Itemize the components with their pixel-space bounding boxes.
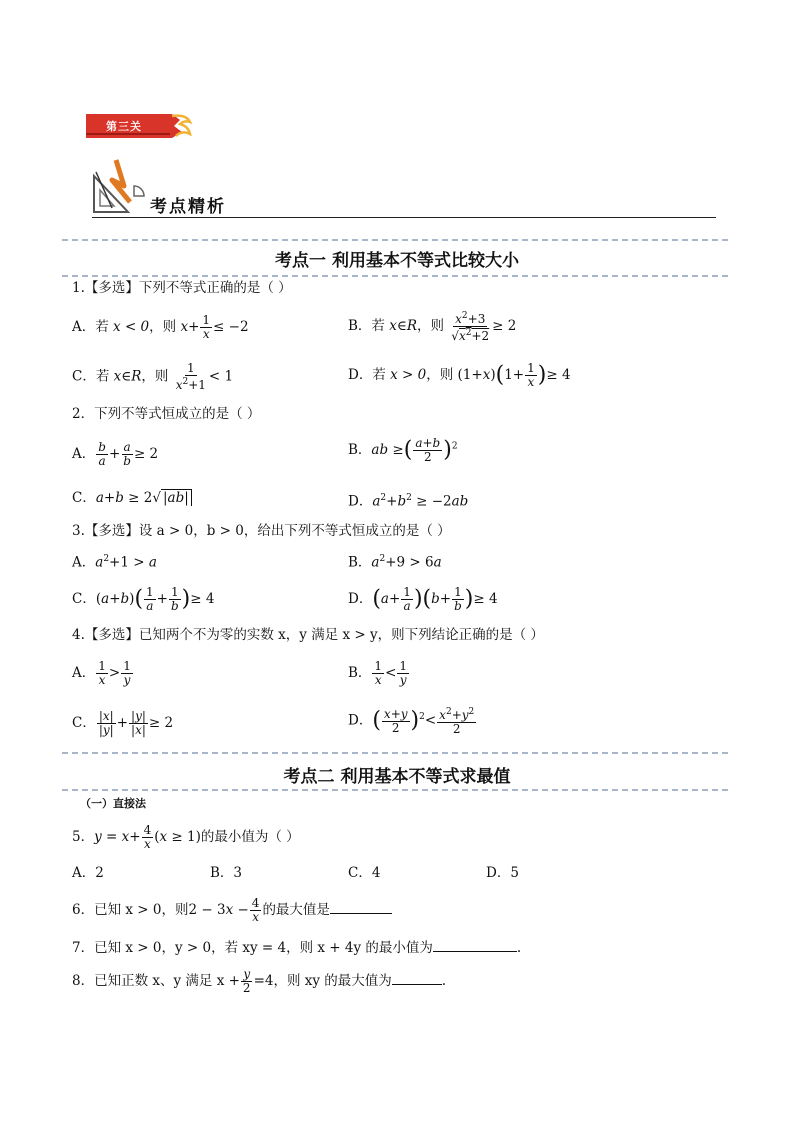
topic-2-title: 考点二 利用基本不等式求最值 [283, 767, 511, 787]
q5-option-a: A．2 [72, 865, 104, 881]
q3-option-b: B．$a^2+9 > 6a$ [348, 554, 442, 571]
q1-option-c: C．若 x∈R，则 $\frac{1}{x^2+1}$ < 1 [72, 361, 234, 392]
dashed-divider [62, 239, 728, 241]
q1-option-a: A．若 x < 0，则 x+ $\frac{1}{x}$ ≤ −2 [72, 313, 249, 341]
q4-option-c: C． $\frac{|x|}{|y|}$ + $\frac{|y|}{|x|}$ ≥ 2 [72, 709, 174, 737]
q3-option-d: D．(a+ $\frac{1}{a}$ )(b+ $\frac{1}{b}$ )≥ 4 [348, 585, 498, 613]
q4-option-d: D．( $\frac{x+y}{2}$ )$^2$< $\frac{x^2+y^2}{2}$ [348, 706, 475, 736]
question-6: 6．已知 x > 0，则2 − 3x − $\frac{4}{x}$ 的最大值是 [72, 897, 392, 924]
q5-option-d: D．5 [486, 865, 519, 881]
q3-option-c: C．(a+b)( $\frac{1}{a}$ + $\frac{1}{b}$ )≥ 4 [72, 585, 215, 613]
dashed-divider [62, 275, 728, 277]
answer-blank[interactable] [330, 899, 392, 914]
question-7: 7．已知 x > 0，y > 0，若 xy = 4，则 x + 4y 的最小值为 . [72, 937, 521, 957]
question-4-stem: 4.【多选】已知两个不为零的实数 x，y 满足 x > y，则下列结论正确的是（ ） [72, 627, 544, 643]
banner-label: 第三关 [106, 120, 142, 133]
q4-option-b: B． $\frac{1}{x}$ < $\frac{1}{y}$ [348, 659, 408, 687]
q2-option-b: B．ab ≥( $\frac{a+b}{2}$ )$^2$ [348, 436, 458, 464]
q2-option-d: D．$a^2+b^2 \ge -2ab$ [348, 493, 469, 510]
q5-option-c: C．4 [348, 865, 381, 881]
dashed-divider [62, 789, 728, 791]
drafting-tools-icon [90, 156, 146, 214]
q3-option-a: A．$a^2+1 > a$ [72, 554, 157, 571]
answer-blank[interactable] [392, 970, 442, 985]
section-divider [92, 217, 716, 218]
question-5-stem: 5．y = x+ $\frac{4}{x}$ (x ≥ 1)的最小值为（ ） [72, 823, 300, 851]
q1-option-d: D．若 x > 0，则 (1+x)(1+ $\frac{1}{x}$ )≥ 4 [348, 361, 571, 389]
q5-option-b: B．3 [210, 865, 243, 881]
answer-blank[interactable] [433, 937, 517, 952]
question-3-stem: 3.【多选】设 a > 0，b > 0，给出下列不等式恒成立的是（ ） [72, 523, 451, 539]
section-title: 考点精析 [150, 197, 226, 217]
question-8: 8．已知正数 x、y 满足 x + $\frac{y}{2}$ =4，则 xy 的最大值为 . [72, 967, 447, 995]
q2-option-a: A． $\frac{b}{a}$ + $\frac{a}{b}$ ≥ 2 [72, 440, 159, 468]
sub-heading: （一）直接法 [80, 797, 146, 810]
topic-1-title: 考点一 利用基本不等式比较大小 [275, 251, 519, 271]
level-banner [86, 112, 194, 140]
q1-option-b: B．若 x∈R，则 $\frac{x^2+3}{√x^2+2}$ ≥ 2 [348, 311, 517, 343]
question-2-stem: 2．下列不等式恒成立的是（ ） [72, 406, 261, 422]
q4-option-a: A． $\frac{1}{x}$ > $\frac{1}{y}$ [72, 659, 131, 687]
dashed-divider [62, 752, 728, 754]
question-1-stem: 1.【多选】下列不等式正确的是（ ） [72, 280, 292, 296]
q2-option-c: C．a+b ≥ 2√ |ab| [72, 489, 192, 507]
